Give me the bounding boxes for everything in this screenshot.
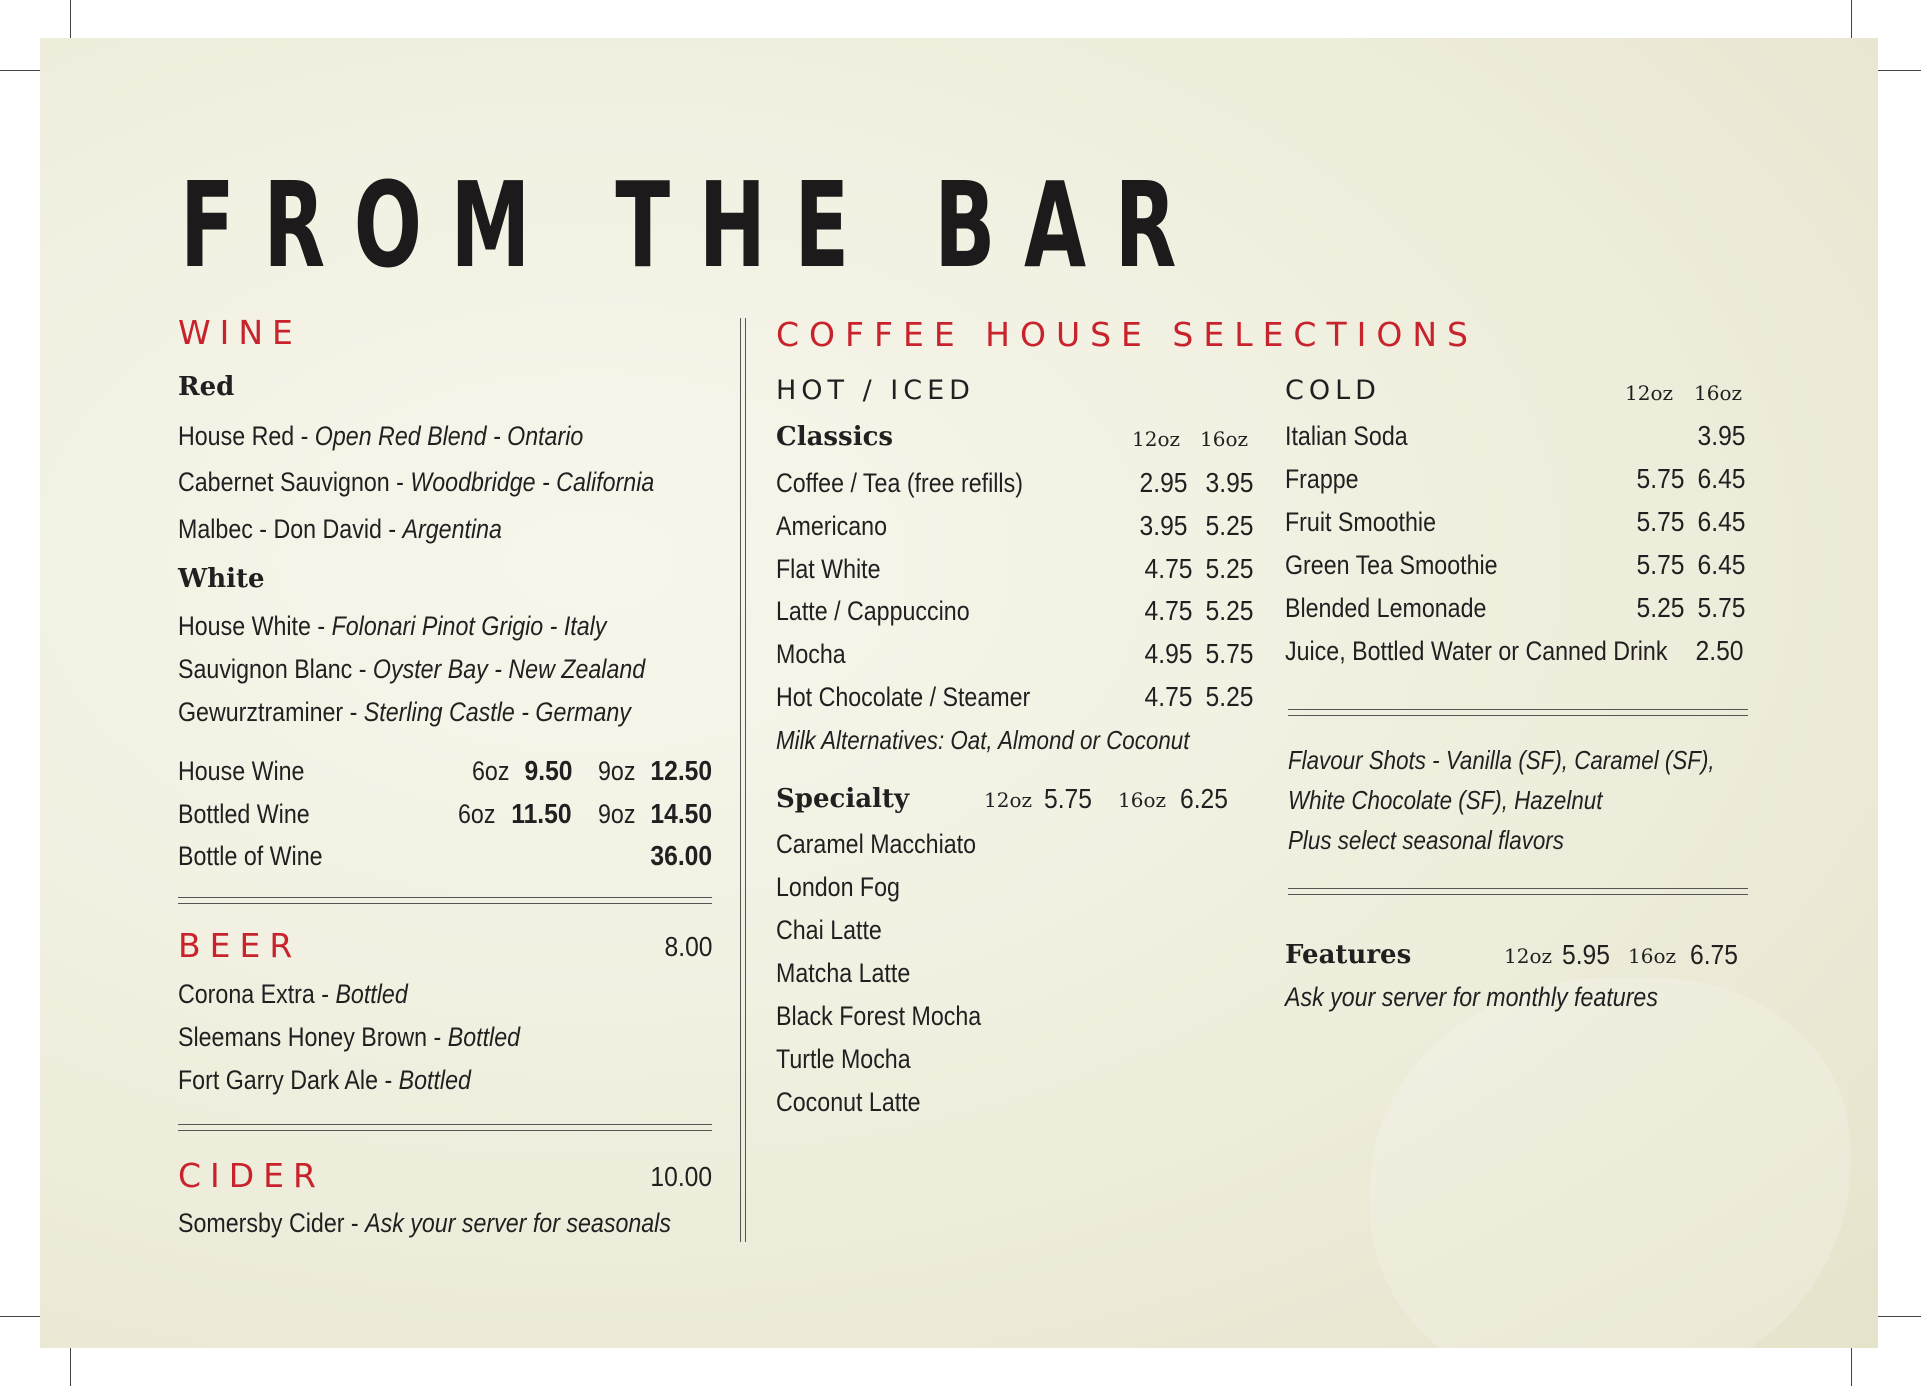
price-16oz: 6.45 bbox=[1697, 549, 1745, 580]
divider bbox=[178, 897, 712, 904]
cold-item: Green Tea Smoothie bbox=[1285, 550, 1498, 580]
cold-item: Juice, Bottled Water or Canned Drink bbox=[1285, 636, 1668, 666]
cold-item: Fruit Smoothie bbox=[1285, 507, 1436, 537]
classic-item: Coffee / Tea (free refills) bbox=[776, 468, 1023, 498]
classic-item: Mocha bbox=[776, 639, 846, 669]
size-header: 12oz bbox=[1132, 427, 1181, 451]
specialty-item: Caramel Macchiato bbox=[776, 829, 977, 859]
classic-item: Hot Chocolate / Steamer bbox=[776, 682, 1031, 712]
wine-white-item: Gewurztraminer - Sterling Castle - Germany bbox=[178, 697, 631, 727]
size-header: 16oz bbox=[1118, 788, 1167, 812]
flavour-note-line: Plus select seasonal flavors bbox=[1288, 825, 1564, 855]
wine-size: 9oz bbox=[598, 756, 636, 786]
size-header: 16oz bbox=[1200, 427, 1249, 451]
specialty-price-16oz: 6.25 bbox=[1180, 783, 1228, 814]
price-12oz: 4.75 bbox=[1144, 595, 1192, 626]
price-16oz: 5.75 bbox=[1205, 638, 1253, 669]
wine-price-label: Bottle of Wine bbox=[178, 841, 323, 871]
wine-size: 9oz bbox=[598, 799, 636, 829]
wine-heading: WINE bbox=[178, 313, 302, 352]
specialty-item: Coconut Latte bbox=[776, 1087, 921, 1117]
beer-item: Fort Garry Dark Ale - Bottled bbox=[178, 1065, 471, 1095]
price-16oz: 6.45 bbox=[1697, 506, 1745, 537]
crop-mark bbox=[1875, 1316, 1921, 1317]
specialty-item: London Fog bbox=[776, 872, 900, 902]
wine-size: 6oz bbox=[472, 756, 510, 786]
column-divider bbox=[740, 318, 746, 1242]
wine-white-item: House White - Folonari Pinot Grigio - Italy bbox=[178, 611, 607, 641]
features-price-16oz: 6.75 bbox=[1690, 939, 1738, 970]
size-header: 12oz bbox=[984, 788, 1033, 812]
price-16oz: 5.25 bbox=[1205, 595, 1253, 626]
cold-item: Blended Lemonade bbox=[1285, 593, 1487, 623]
wine-price: 9.50 bbox=[524, 755, 572, 786]
leaf-watermark bbox=[1370, 978, 1850, 1398]
price-16oz: 5.25 bbox=[1205, 681, 1253, 712]
beer-price: 8.00 bbox=[664, 931, 712, 962]
size-header: 12oz bbox=[1625, 381, 1674, 405]
price-12oz: 5.75 bbox=[1636, 463, 1684, 494]
size-header: 12oz bbox=[1504, 944, 1553, 968]
price-12oz: 5.25 bbox=[1636, 592, 1684, 623]
hot-iced-heading: HOT / ICED bbox=[776, 375, 975, 406]
wine-price-label: House Wine bbox=[178, 756, 305, 786]
red-label: Red bbox=[178, 372, 235, 402]
specialty-price-12oz: 5.75 bbox=[1044, 783, 1092, 814]
classic-item: Latte / Cappuccino bbox=[776, 596, 970, 626]
price-16oz: 5.75 bbox=[1697, 592, 1745, 623]
cold-heading: COLD bbox=[1285, 375, 1381, 406]
size-header: 16oz bbox=[1694, 381, 1743, 405]
wine-price: 36.00 bbox=[650, 840, 712, 871]
specialty-label: Specialty bbox=[776, 784, 910, 814]
crop-mark bbox=[1875, 70, 1921, 71]
price-16oz: 5.25 bbox=[1205, 510, 1253, 541]
classic-item: Flat White bbox=[776, 554, 881, 584]
classics-label: Classics bbox=[776, 422, 894, 452]
wine-price: 12.50 bbox=[650, 755, 712, 786]
coffee-heading: COFFEE HOUSE SELECTIONS bbox=[776, 315, 1478, 354]
cider-item: Somersby Cider - Ask your server for seasonals bbox=[178, 1208, 671, 1238]
beer-item: Sleemans Honey Brown - Bottled bbox=[178, 1022, 521, 1052]
specialty-item: Chai Latte bbox=[776, 915, 882, 945]
price-12oz: 5.75 bbox=[1636, 506, 1684, 537]
wine-red-item: Cabernet Sauvignon - Woodbridge - California bbox=[178, 467, 655, 497]
price-12oz: 4.75 bbox=[1144, 553, 1192, 584]
wine-white-item: Sauvignon Blanc - Oyster Bay - New Zealand bbox=[178, 654, 646, 684]
price-16oz: 3.95 bbox=[1205, 467, 1253, 498]
specialty-item: Turtle Mocha bbox=[776, 1044, 911, 1074]
milk-alternatives-note: Milk Alternatives: Oat, Almond or Coconut bbox=[776, 725, 1190, 755]
price-12oz: 2.95 bbox=[1139, 467, 1187, 498]
wine-size: 6oz bbox=[458, 799, 496, 829]
cold-item: Italian Soda bbox=[1285, 421, 1408, 451]
cold-item: Frappe bbox=[1285, 464, 1359, 494]
size-header: 16oz bbox=[1628, 944, 1677, 968]
divider bbox=[1288, 888, 1748, 895]
divider bbox=[178, 1124, 712, 1131]
price-16oz: 3.95 bbox=[1697, 420, 1745, 451]
price-12oz: 5.75 bbox=[1636, 549, 1684, 580]
wine-price-label: Bottled Wine bbox=[178, 799, 310, 829]
beer-heading: BEER bbox=[178, 926, 302, 965]
cider-price: 10.00 bbox=[650, 1161, 712, 1192]
features-note: Ask your server for monthly features bbox=[1285, 982, 1658, 1012]
beer-item: Corona Extra - Bottled bbox=[178, 979, 408, 1009]
page-title: FROM THE BAR bbox=[180, 156, 1206, 294]
specialty-item: Matcha Latte bbox=[776, 958, 911, 988]
cider-heading: CIDER bbox=[178, 1156, 325, 1195]
specialty-item: Black Forest Mocha bbox=[776, 1001, 982, 1031]
wine-price: 14.50 bbox=[650, 798, 712, 829]
wine-red-item: House Red - Open Red Blend - Ontario bbox=[178, 421, 584, 451]
wine-price: 11.50 bbox=[511, 798, 572, 829]
divider bbox=[1288, 709, 1748, 716]
white-label: White bbox=[178, 564, 265, 594]
price-16oz: 5.25 bbox=[1205, 553, 1253, 584]
price-16oz: 6.45 bbox=[1697, 463, 1745, 494]
price-16oz: 2.50 bbox=[1695, 635, 1743, 666]
price-12oz: 4.95 bbox=[1144, 638, 1192, 669]
classic-item: Americano bbox=[776, 511, 887, 541]
price-12oz: 3.95 bbox=[1139, 510, 1187, 541]
flavour-note-line: Flavour Shots - Vanilla (SF), Caramel (SF), bbox=[1288, 745, 1715, 775]
flavour-note-line: White Chocolate (SF), Hazelnut bbox=[1288, 785, 1603, 815]
wine-red-item: Malbec - Don David - Argentina bbox=[178, 514, 502, 544]
price-12oz: 4.75 bbox=[1144, 681, 1192, 712]
features-price-12oz: 5.95 bbox=[1562, 939, 1610, 970]
features-label: Features bbox=[1285, 940, 1412, 970]
